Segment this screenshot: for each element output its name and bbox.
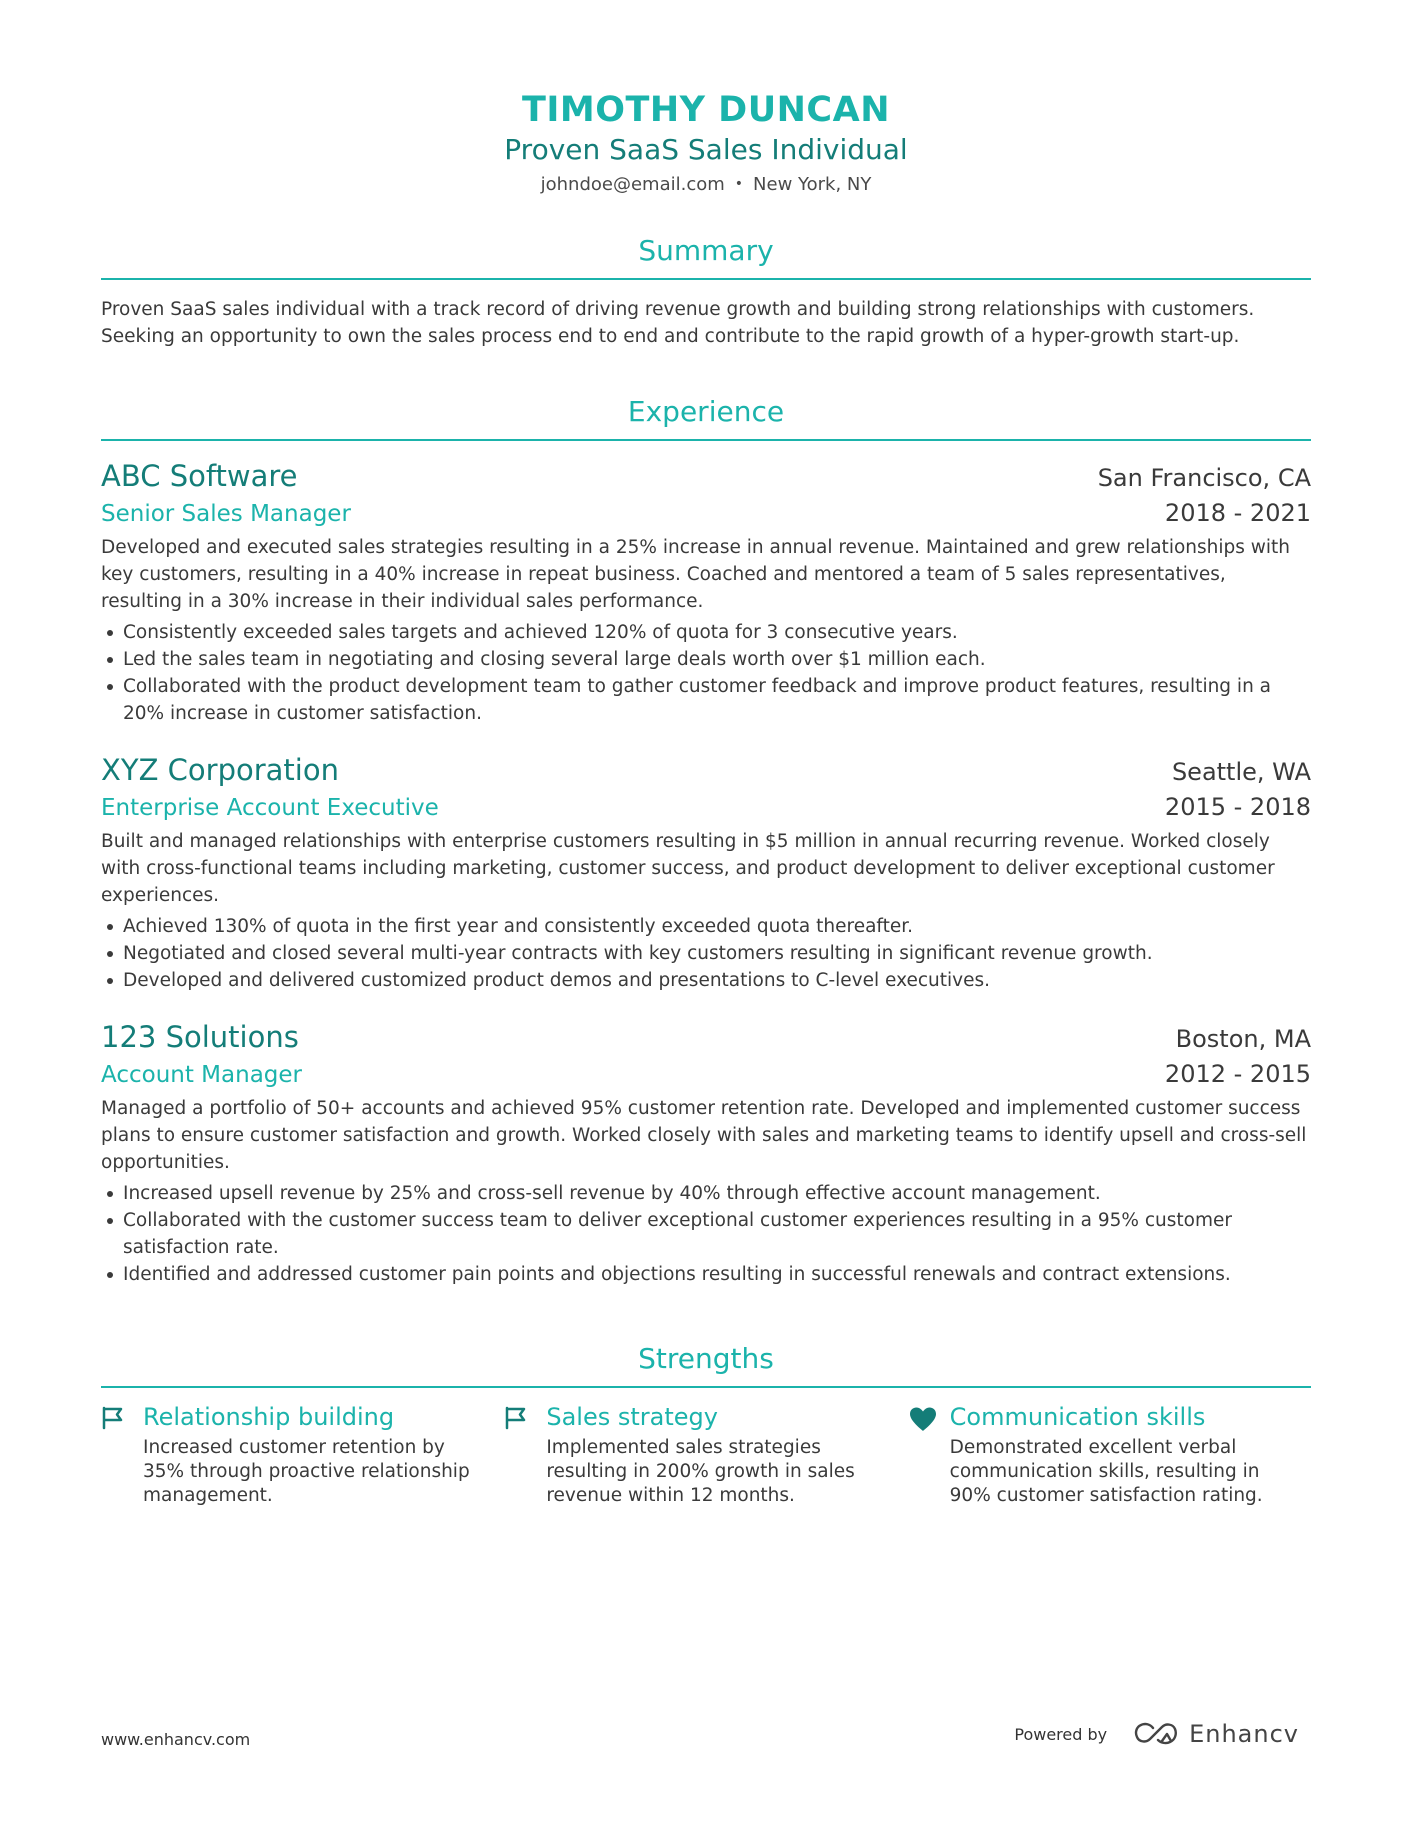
job-achievements [101, 1180, 1311, 1288]
strength-description: Implemented sales strategies resulting in 200% growth in sales revenue within 12 months. [546, 1437, 855, 1506]
achievement-item: Developed and delivered customized product demos and presentations to C-level executives. [101, 967, 1311, 994]
job-dates: 2012 - 2015 [1164, 1060, 1311, 1088]
company-name: ABC Software [101, 459, 298, 493]
flag-icon [101, 1400, 143, 1434]
job-achievements [101, 913, 1311, 994]
strength-description: Increased customer retention by 35% through proactive relationship management. [143, 1437, 470, 1506]
footer-branding [1014, 1720, 1299, 1748]
job-location: San Francisco, CA [1097, 464, 1311, 492]
job-role: Senior Sales Manager [101, 501, 351, 527]
job-dates: 2015 - 2018 [1164, 793, 1311, 821]
experience-divider [101, 439, 1311, 441]
job-role: Account Manager [101, 1062, 302, 1088]
summary-section-title: Summary [638, 234, 774, 267]
experience-section-title: Experience [627, 395, 785, 428]
achievement-item: Identified and addressed customer pain points and objections resulting in successful renewals and contract extensions. [101, 1261, 1311, 1288]
strength-title: Sales strategy [546, 1403, 718, 1431]
achievement-item: Consistently exceeded sales targets and achieved 120% of quota for 3 consecutive years. [101, 619, 1311, 646]
resume-page [101, 0, 1311, 1826]
achievement-item: Increased upsell revenue by 25% and cross-sell revenue by 40% through effective account management. [101, 1180, 1311, 1207]
achievement-item: Negotiated and closed several multi-year contracts with key customers resulting in significant revenue growth. [101, 940, 1311, 967]
strengths-divider [101, 1386, 1311, 1388]
achievement-item: Achieved 130% of quota in the first year and consistently exceeded quota thereafter. [101, 913, 1311, 940]
job-location: Seattle, WA [1171, 758, 1311, 786]
summary-text: Proven SaaS sales individual with a track record of driving revenue growth and building strong relationships with customers. Seeking an opportunity to own the sales process end to end and contribute to the rapid growth of a hyper-growth start-up. [101, 299, 1255, 347]
achievement-item: Collaborated with the customer success team to deliver exceptional customer experiences resulting in a 95% customer satisfaction rate. [101, 1207, 1311, 1261]
summary-divider [101, 278, 1311, 280]
strength-item [504, 1400, 907, 1508]
achievement-item: Collaborated with the product development team to gather customer feedback and improve product features, resulting in a 20% increase in customer satisfaction. [101, 673, 1311, 727]
strength-title: Communication skills [949, 1403, 1206, 1431]
contact-line [101, 172, 1311, 197]
location-text: New York, NY [753, 174, 872, 195]
powered-by-text: Powered by [1014, 1724, 1108, 1744]
company-name: XYZ Corporation [101, 753, 339, 787]
job-entry [101, 457, 1311, 727]
candidate-tagline: Proven SaaS Sales Individual [504, 133, 908, 166]
job-entry [101, 751, 1311, 994]
job-entry [101, 1018, 1311, 1288]
contact-separator: • [734, 176, 744, 192]
brand-name: Enhancv [1189, 1720, 1299, 1748]
flag-icon [504, 1400, 546, 1434]
achievement-item: Led the sales team in negotiating and closing several large deals worth over $1 million each. [101, 646, 1311, 673]
strengths-section-title: Strengths [638, 1342, 774, 1375]
email-text: johndoe@email.com [540, 174, 725, 195]
job-location: Boston, MA [1175, 1025, 1311, 1053]
heart-icon [908, 1400, 950, 1436]
job-role: Enterprise Account Executive [101, 795, 439, 821]
job-description: Developed and executed sales strategies resulting in a 25% increase in annual revenue. Maintained and grew relationships with key customers, resulting in a 40% increase in repeat business. Coached and mentored a team of 5 sales representatives, resulting in a 30% increase in their individual sales performance. [101, 537, 1291, 612]
footer-website[interactable]: www.enhancv.com [101, 1730, 251, 1749]
job-dates: 2018 - 2021 [1164, 499, 1311, 527]
job-description: Built and managed relationships with enterprise customers resulting in $5 million in annual recurring revenue. Worked closely with cross-functional teams including marketing, customer success, and product development to deliver exceptional customer experiences. [101, 831, 1275, 906]
strength-item [908, 1400, 1311, 1508]
company-name: 123 Solutions [101, 1020, 299, 1054]
strengths-list [101, 1400, 1311, 1508]
job-description: Managed a portfolio of 50+ accounts and achieved 95% customer retention rate. Developed and implemented customer success plans to ensure customer satisfaction and growth. Worked closely with sales and marketing teams to identify upsell and cross-sell opportunities. [101, 1098, 1307, 1173]
candidate-name: TIMOTHY DUNCAN [521, 90, 890, 130]
strength-description: Demonstrated excellent verbal communication skills, resulting in 90% customer satisfaction rating. [949, 1437, 1263, 1506]
enhancv-logo-icon [1133, 1721, 1179, 1747]
resume-header [101, 0, 1311, 197]
strength-item [101, 1400, 504, 1508]
strength-title: Relationship building [143, 1403, 395, 1431]
job-achievements [101, 619, 1311, 727]
